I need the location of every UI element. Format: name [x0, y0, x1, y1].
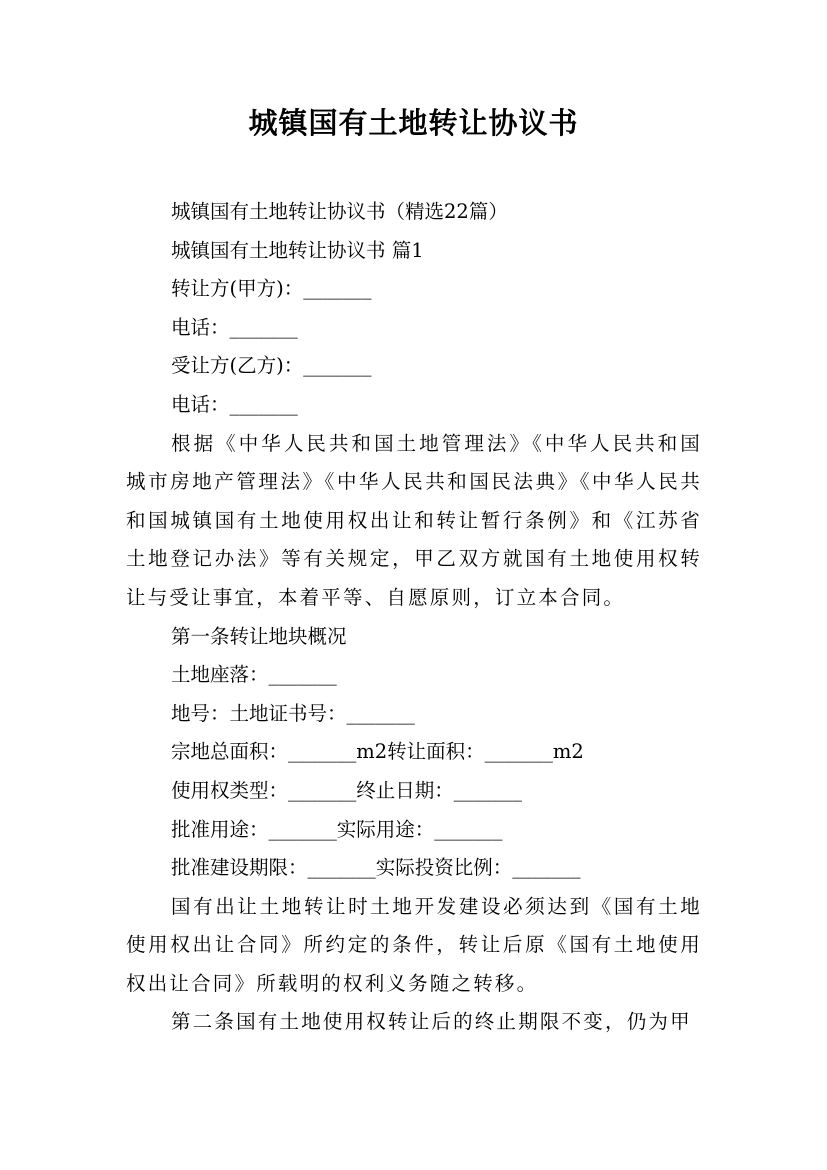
use-right-type-line: 使用权类型：_______终止日期：_______ — [171, 778, 523, 802]
land-location-line: 土地座落：_______ — [171, 663, 337, 687]
intro-paragraph: 根据《中华人民共和国土地管理法》《中华人民共和国城市房地产管理法》《中华人民共和国民法典》《中华人民共和国城镇国有土地使用权出让和转让暂行条例》和《江苏省土地登记办法》等有关规定，甲乙双方就国有土地使用权转让与受让事宜，本着平等、自愿原则，订立本合同。 — [126, 431, 702, 609]
document-body — [126, 193, 702, 1042]
transferee-phone-line: 电话：_______ — [171, 392, 298, 416]
article2-paragraph: 第二条国有土地使用权转让后的终止期限不变，仍为甲 — [171, 1010, 692, 1034]
transferee-line: 受让方(乙方)：_______ — [171, 354, 372, 378]
document-title: 城镇国有土地转让协议书 — [248, 106, 579, 140]
transferor-phone-line: 电话：_______ — [171, 315, 298, 339]
approved-use-line: 批准用途：_______实际用途：_______ — [171, 817, 503, 841]
document-subtitle: 城镇国有土地转让协议书（精选22篇） — [171, 200, 508, 223]
land-number-line: 地号：土地证书号：_______ — [171, 701, 415, 725]
condition-paragraph: 国有出让土地转让时土地开发建设必须达到《国有土地使用权出让合同》所约定的条件，转让后原《国有土地使用权出让合同》所载明的权利义务随之转移。 — [126, 894, 702, 995]
construction-period-line: 批准建设期限：_______实际投资比例：_______ — [171, 856, 581, 880]
section-heading: 城镇国有土地转让协议书 篇1 — [171, 238, 424, 262]
transferor-line: 转让方(甲方)：_______ — [171, 277, 372, 301]
area-line: 宗地总面积：_______m2转让面积：_______m2 — [171, 740, 584, 764]
article1-heading: 第一条转让地块概况 — [171, 624, 347, 648]
